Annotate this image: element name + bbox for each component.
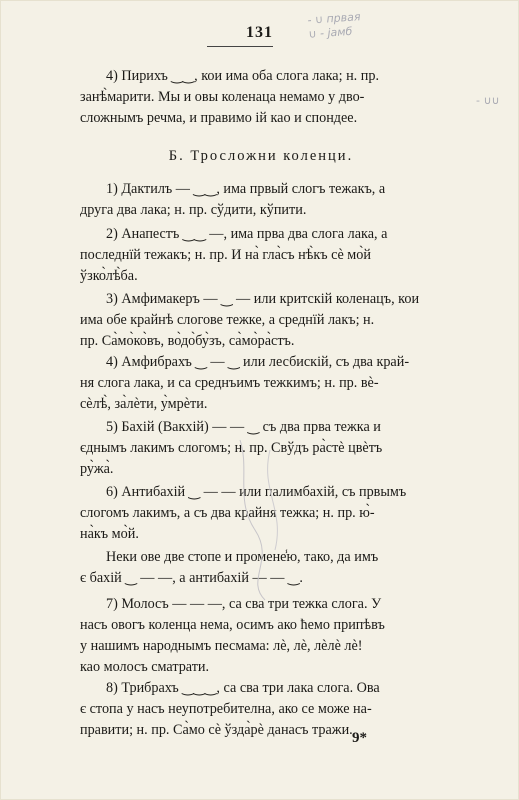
text-line: 2) Анапестъ ‿‿ —, има прва два слога лака, а <box>106 226 388 242</box>
text-line: 4) Амфибрахъ ‿ — ‿ или лесбискій, съ два край- <box>106 354 410 370</box>
text-line: занѣ̀марити. Мы и овы коленаца немамо у дво- <box>80 89 365 105</box>
text-line: є стопа у насъ неупотребителна, ако се може на- <box>80 701 372 717</box>
paragraph-antibakhiy <box>80 482 442 545</box>
paragraph-amfimaker <box>80 289 442 352</box>
text-line: 3) Амфимакеръ — ‿ — или критскій коленацъ, кои <box>106 291 420 307</box>
paragraph-amfibrah <box>80 352 442 415</box>
paragraph-anapest <box>80 224 442 287</box>
text-line: има обе крайнѣ слогове тежке, а среднїй лакъ; н. <box>80 312 375 328</box>
text-line: насъ овогъ коленца нема, осимъ ако ћемо припѣвъ <box>80 617 385 633</box>
paragraph-daktil <box>80 179 442 221</box>
marginalia-line: - ∪ првая <box>307 10 361 27</box>
text-line: ня слога лака, и са среднъимъ тежкимъ; н. пр. вѐ- <box>80 375 379 391</box>
text-line: 8) Трибрахъ ‿‿‿, са сва три лака слога. Ова <box>106 680 380 696</box>
text-line: као молосъ сматрати. <box>80 659 210 675</box>
text-line: ру̀жа̀. <box>80 461 114 477</box>
section-heading: Б. Тросложни коленци. <box>168 148 354 164</box>
marginalia-line: ∪ - јамб <box>308 24 353 41</box>
text-line: на̀къ мо̀й. <box>80 526 139 542</box>
text-line: 5) Бахій (Вакхій) — — ‿ съ два прва тежка и <box>106 419 381 435</box>
pencil-marginalia <box>307 10 362 42</box>
text-line: 7) Молосъ — — —, са сва три тежка слога. У <box>106 596 382 612</box>
text-line: є бахій ‿ — —, а антибахій — — ‿. <box>80 570 303 586</box>
text-line: сѐлѣ̀, за̀лѐти, у̀мрѐти. <box>80 396 208 412</box>
text-line: 4) Пирихъ ‿‿, кои има оба слога лака; н. пр. <box>106 68 379 84</box>
text-line: друга два лака; н. пр. сўдити, кўпити. <box>80 202 307 218</box>
text-line: у нашимъ народнымъ песмама: лѐ, лѐ, лѐлѐ лѐ! <box>80 638 363 654</box>
paragraph-note <box>80 547 442 589</box>
paragraph-molos <box>80 594 442 678</box>
text-line: Неки ове две стопе и промене̾ю, тако, да имъ <box>106 549 379 565</box>
text-line: последнїй тежакъ; н. пр. И на̀ гла̀съ нѣ̀къ сѐ мо̀й <box>80 247 371 263</box>
text-line: 1) Дактилъ — ‿‿, има првый слогъ тежакъ, а <box>106 181 386 197</box>
side-mark: - ∪∪ <box>476 94 500 107</box>
text-line: 6) Антибахій ‿ — — или палимбахій, съ првымъ <box>106 484 407 500</box>
text-line: пр. Са̀мо̀ко̀въ, во̀до̀бу̀зъ, са̀мо̀ра̀стъ. <box>80 333 295 349</box>
text-line: сложнымъ речма, и правимо ій као и спондее. <box>80 110 358 126</box>
paragraph-bakhiy <box>80 417 442 480</box>
text-line: правити; н. пр. Са̀мо сѐ ўзда̀рѐ данасъ тражи. <box>80 722 353 738</box>
page-number: 131 <box>0 24 519 42</box>
text-line: ўзко̀лѣ̀ба. <box>80 268 138 284</box>
paragraph-tribrah <box>80 678 442 741</box>
text-line: слогомъ лакимъ, а съ два крайня тежка; н. пр. ю̀- <box>80 505 375 521</box>
intro-paragraph <box>80 66 442 129</box>
signature-mark: 9* <box>352 730 367 746</box>
text-line: єднымъ лакимъ слогомъ; н. пр. Свўдъ ра̀стѐ цвѐтъ <box>80 440 383 456</box>
